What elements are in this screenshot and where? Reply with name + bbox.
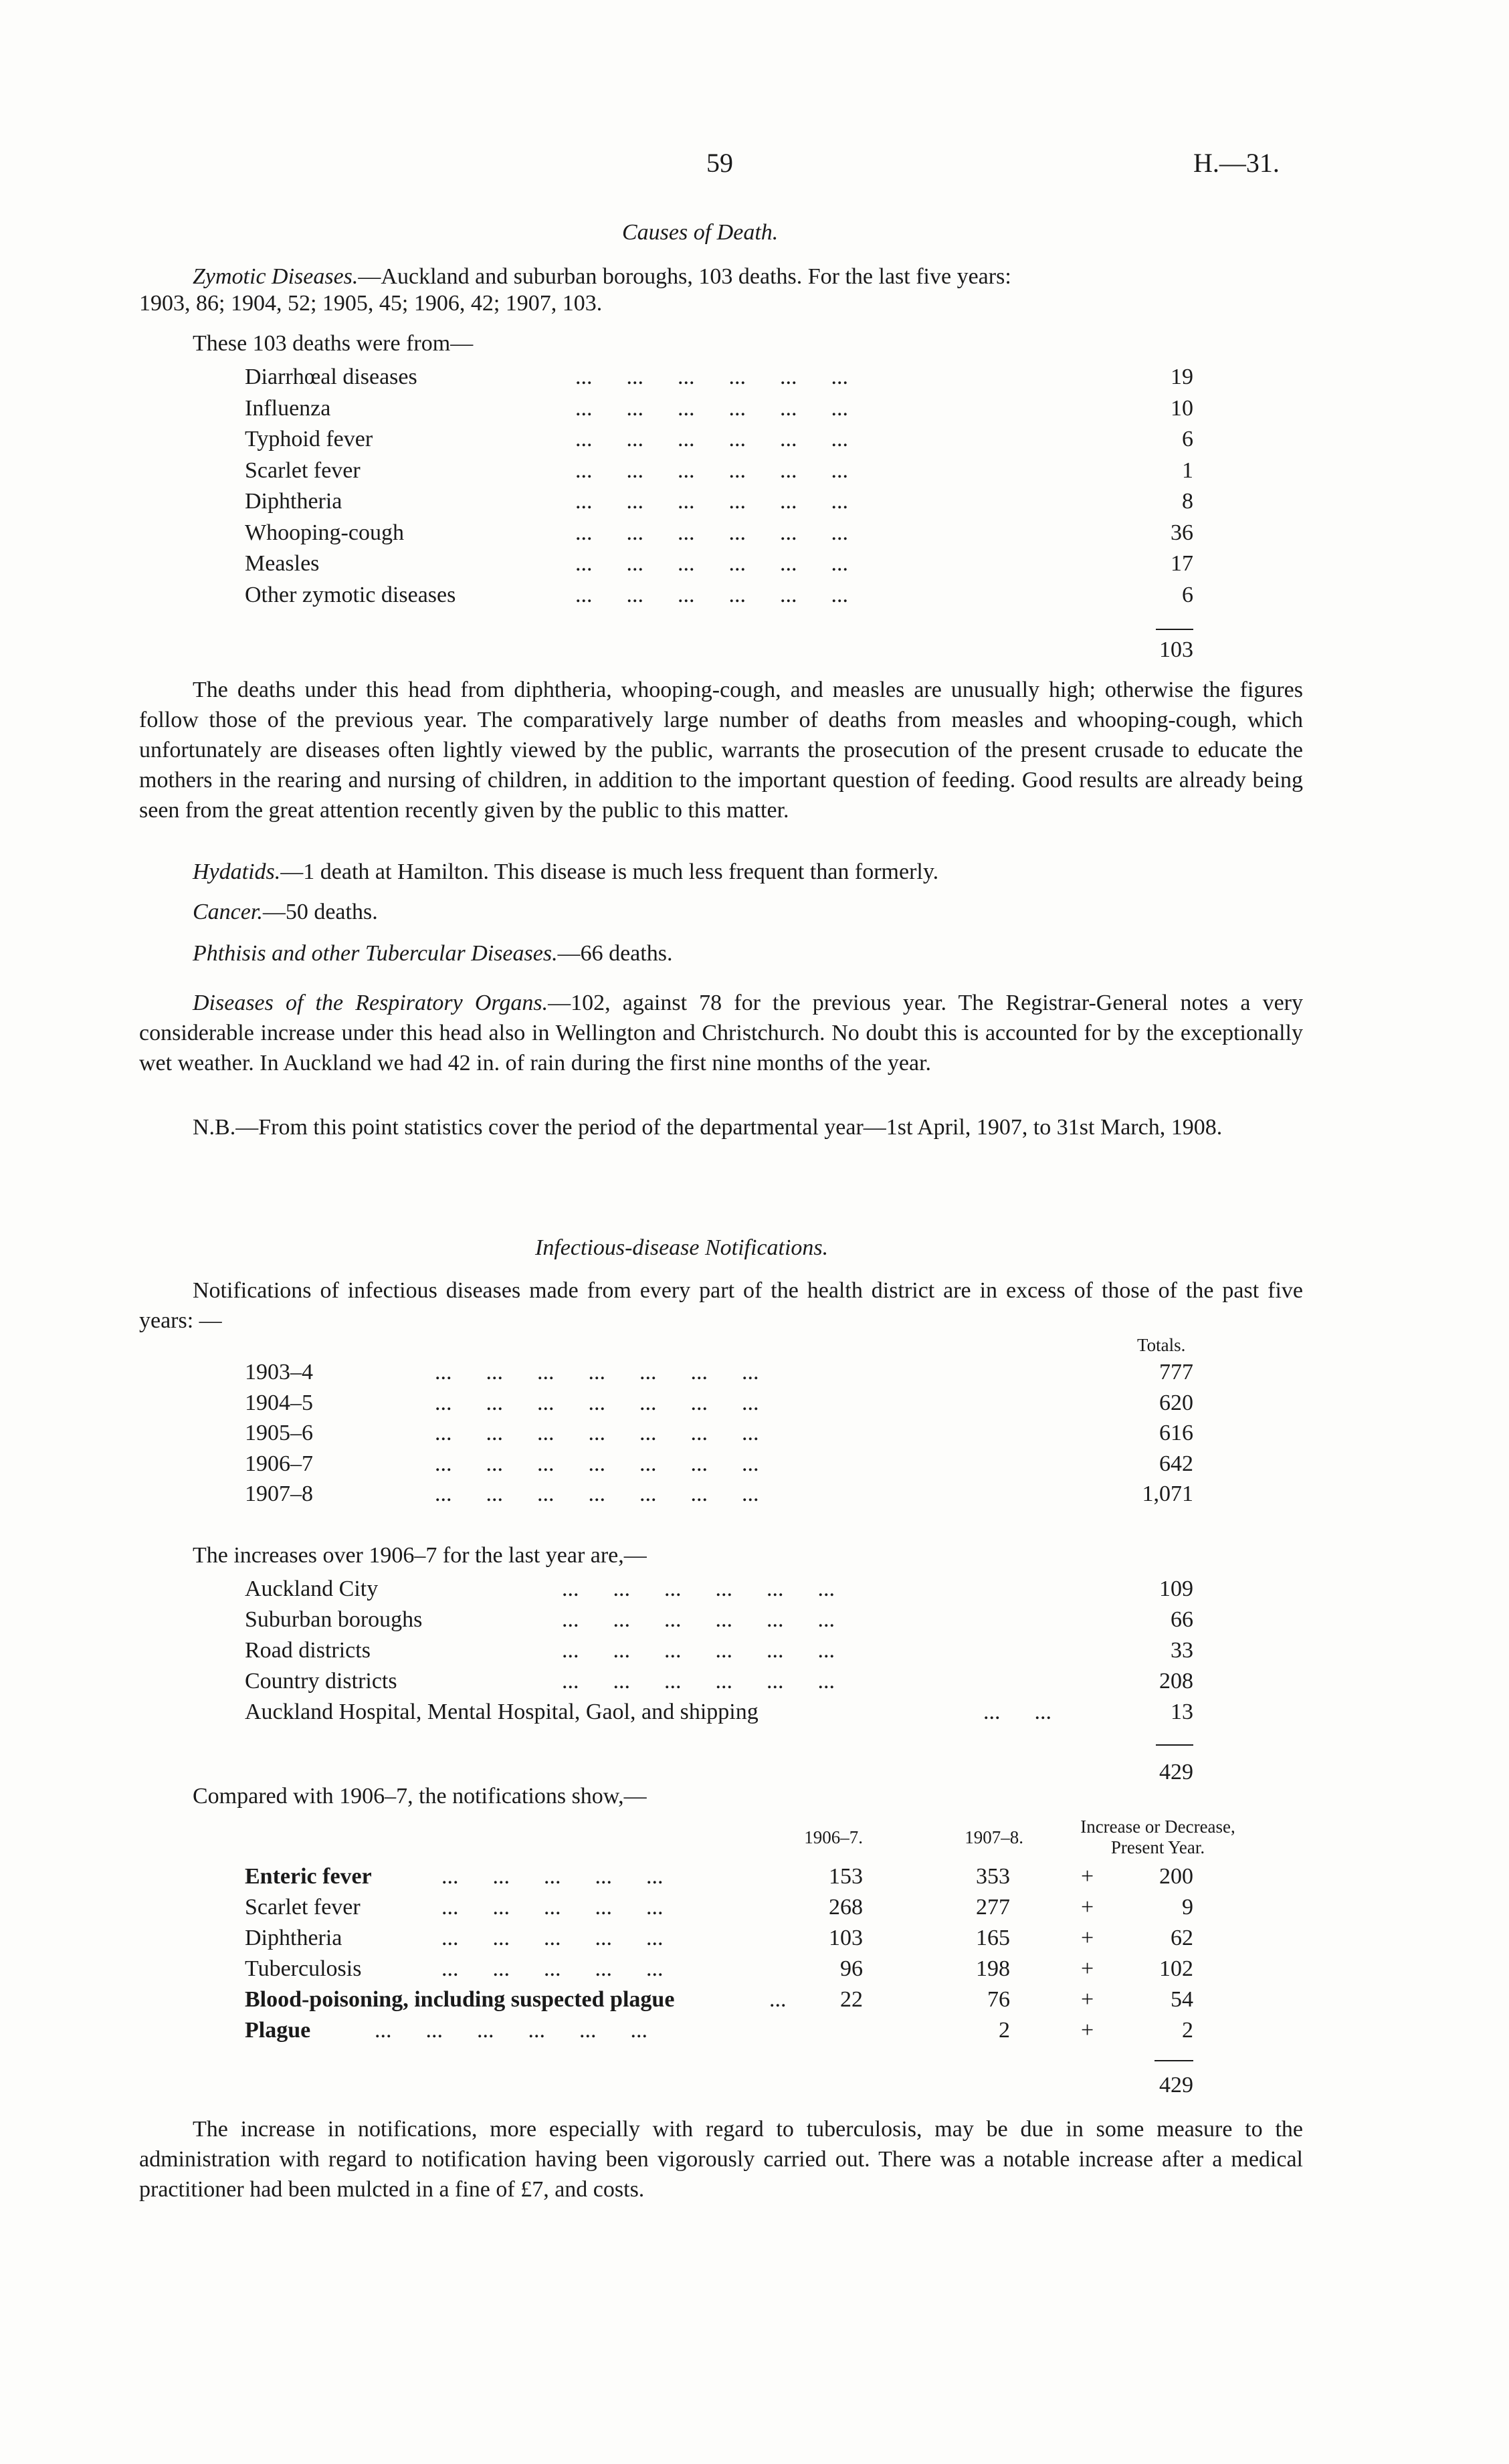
- year-label: 1905–6: [245, 1421, 313, 1445]
- compare-name: Blood-poisoning, including suspected plague: [245, 1987, 675, 2012]
- totals-header: Totals.: [1137, 1335, 1186, 1355]
- compare-1907-8: 277: [976, 1895, 1010, 1920]
- year-label: 1903–4: [245, 1360, 313, 1384]
- leader-dots: ... ... ... ... ... ...: [562, 1576, 835, 1601]
- cause-row-name: Typhoid fever: [245, 427, 373, 451]
- cause-row-value: 19: [1171, 365, 1193, 389]
- leader-dots: ... ... ... ... ... ... ...: [435, 1451, 759, 1476]
- closing-paragraph: The increase in notifications, more especially with regard to tuberculosis, may be due in some measure to the administration with regard to notification having been vigorously carried out. There was a notable increase after a medical practitioner had been mulcted in a fine of £7, and costs.: [139, 2117, 1303, 2202]
- compare-1906-7: 96: [840, 1956, 863, 1981]
- respiratory-paragraph: Diseases of the Respiratory Organs.—102, against 78 for the previous year. The Registrar-General notes a very considerable increase under this head also in Wellington and Christchurch. No doubt this is accounted for by the exceptionally wet weather. In Auckland we had 42 in. of rain during the first nine months of the year.: [139, 991, 1303, 1075]
- increase-value: 109: [1159, 1576, 1193, 1601]
- leader-dots: ... ... ... ... ... ...: [575, 489, 848, 514]
- increases-total: 429: [1159, 1760, 1193, 1784]
- leader-dots: ... ... ... ... ... ...: [575, 582, 848, 607]
- zymotic-line-2: 1903, 86; 1904, 52; 1905, 45; 1906, 42; 1907, 103.: [139, 291, 603, 316]
- leader-dots: ... ... ... ... ... ...: [575, 365, 848, 389]
- infectious-notifications-title: Infectious-disease Notifications.: [535, 1235, 829, 1260]
- compare-1906-7: 268: [829, 1895, 863, 1920]
- compare-sign: +: [1081, 1956, 1094, 1981]
- col-1907-8-header: 1907–8.: [965, 1827, 1023, 1847]
- increase-name: Road districts: [245, 1638, 371, 1663]
- increases-total-rule: [1156, 1744, 1193, 1746]
- page-number: 59: [706, 148, 733, 178]
- leader-dots: ... ... ... ... ... ...: [562, 1638, 835, 1663]
- leader-dots: ... ... ... ... ...: [441, 1956, 664, 1981]
- cause-row-name: Scarlet fever: [245, 457, 361, 483]
- compare-total-rule: [1154, 2060, 1193, 2061]
- leader-dots: ... ... ... ... ...: [441, 1926, 664, 1950]
- compare-diff: 9: [1182, 1895, 1193, 1920]
- col-change-header: Increase or Decrease, Present Year.: [1080, 1817, 1235, 1858]
- compare-sign: +: [1081, 1864, 1094, 1889]
- leader-dots: ...: [769, 1987, 787, 2012]
- compare-1907-8: 198: [976, 1956, 1010, 1981]
- compare-name: Diphtheria: [245, 1926, 342, 1950]
- year-total: 642: [1159, 1451, 1193, 1476]
- compare-sign: +: [1081, 1987, 1094, 2012]
- compare-1907-8: 76: [987, 1987, 1010, 2012]
- compare-1906-7: 103: [829, 1926, 863, 1950]
- causes-of-death-title: Causes of Death.: [622, 220, 779, 245]
- increase-name: Auckland City: [245, 1576, 379, 1601]
- compare-diff: 62: [1171, 1926, 1193, 1950]
- zymotic-text-1: —Auckland and suburban boroughs, 103 deaths. For the last five years:: [358, 264, 1011, 289]
- year-total: 616: [1159, 1421, 1193, 1445]
- leader-dots: ... ... ... ... ... ... ...: [435, 1481, 759, 1506]
- hydatids-line: Hydatids.—1 death at Hamilton. This disease is much less frequent than formerly.: [193, 859, 939, 884]
- cause-row-name: Diphtheria: [245, 489, 342, 514]
- leader-dots: ... ... ... ... ... ...: [575, 395, 848, 421]
- compare-diff: 200: [1159, 1864, 1193, 1889]
- year-total: 620: [1159, 1390, 1193, 1415]
- compare-total: 429: [1159, 2073, 1193, 2097]
- cancer-line: Cancer.—50 deaths.: [193, 900, 378, 924]
- cause-row-value: 10: [1171, 395, 1193, 421]
- increases-intro: The increases over 1906–7 for the last year are,—: [193, 1543, 647, 1568]
- compare-1906-7: 22: [840, 1987, 863, 2012]
- nb-paragraph: N.B.—From this point statistics cover the period of the departmental year—1st April, 1907, to 31st March, 1908.: [193, 1115, 1223, 1140]
- col-1906-7-header: 1906–7.: [804, 1827, 863, 1847]
- cause-row-value: 1: [1182, 457, 1193, 483]
- compare-1907-8: 353: [976, 1864, 1010, 1889]
- cause-row-name: Whooping-cough: [245, 520, 404, 545]
- leader-dots: ... ... ... ... ...: [441, 1895, 664, 1920]
- cause-row-value: 6: [1182, 427, 1193, 451]
- leader-dots: ... ... ... ... ... ...: [575, 457, 848, 483]
- leader-dots: ... ... ... ... ... ...: [575, 520, 848, 545]
- leader-dots: ... ... ... ... ...: [441, 1864, 664, 1889]
- cause-row-value: 6: [1182, 582, 1193, 607]
- compare-sign: +: [1081, 1926, 1094, 1950]
- increase-name: Suburban boroughs: [245, 1607, 423, 1632]
- cause-row-name: Other zymotic diseases: [245, 582, 456, 607]
- causes-total: 103: [1159, 637, 1193, 662]
- compare-diff: 54: [1171, 1987, 1193, 2012]
- year-total: 1,071: [1142, 1481, 1193, 1506]
- compare-diff: 2: [1182, 2018, 1193, 2043]
- compare-name: Enteric fever: [245, 1864, 372, 1889]
- compare-intro: Compared with 1906–7, the notifications show,—: [193, 1784, 647, 1809]
- increase-name: Auckland Hospital, Mental Hospital, Gaol, and shipping: [245, 1700, 759, 1724]
- cause-row-value: 36: [1171, 520, 1193, 545]
- zymotic-line-1: [193, 262, 1011, 292]
- compare-1906-7: 153: [829, 1864, 863, 1889]
- compare-name: Tuberculosis: [245, 1956, 362, 1981]
- compare-sign: +: [1081, 1895, 1094, 1920]
- compare-1907-8: 2: [999, 2018, 1010, 2043]
- compare-diff: 102: [1159, 1956, 1193, 1981]
- leader-dots: ... ...: [983, 1700, 1051, 1724]
- increase-value: 13: [1171, 1700, 1193, 1724]
- leader-dots: ... ... ... ... ... ... ...: [435, 1421, 759, 1445]
- year-label: 1907–8: [245, 1481, 313, 1506]
- leader-dots: ... ... ... ... ... ...: [375, 2018, 647, 2043]
- cause-row-name: Influenza: [245, 395, 331, 421]
- leader-dots: ... ... ... ... ... ... ...: [435, 1390, 759, 1415]
- compare-name: Plague: [245, 2018, 311, 2043]
- increase-value: 66: [1171, 1607, 1193, 1632]
- year-label: 1906–7: [245, 1451, 313, 1476]
- increase-name: Country districts: [245, 1669, 397, 1693]
- leader-dots: ... ... ... ... ... ...: [562, 1607, 835, 1632]
- leader-dots: ... ... ... ... ... ...: [575, 551, 848, 576]
- zymotic-commentary: The deaths under this head from diphtheria, whooping-cough, and measles are unusually high; otherwise the figures follow those of the previous year. The comparatively large number of deaths from measles and whooping-cough, which unfortunately are diseases often lightly viewed by the public, warrants the prosecution of the present crusade to educate the mothers in the rearing and nursing of children, in addition to the important question of feeding. Good results are already being seen from the great attention recently given by the public to this matter.: [139, 678, 1303, 823]
- leader-dots: ... ... ... ... ... ...: [575, 427, 848, 451]
- cause-row-value: 8: [1182, 489, 1193, 514]
- deaths-intro: These 103 deaths were from—: [193, 331, 474, 356]
- causes-total-rule: [1156, 629, 1193, 630]
- zymotic-label: Zymotic Diseases.: [193, 264, 359, 289]
- infectious-intro: Notifications of infectious diseases made from every part of the health district are in excess of those of the past five years: —: [139, 1278, 1303, 1333]
- increase-value: 33: [1171, 1638, 1193, 1663]
- leader-dots: ... ... ... ... ... ...: [562, 1669, 835, 1693]
- year-label: 1904–5: [245, 1390, 313, 1415]
- document-reference: H.—31.: [1193, 148, 1280, 178]
- leader-dots: ... ... ... ... ... ... ...: [435, 1360, 759, 1384]
- phthisis-line: Phthisis and other Tubercular Diseases.—66 deaths.: [193, 941, 673, 966]
- cause-row-name: Diarrhœal diseases: [245, 365, 417, 389]
- compare-1907-8: 165: [976, 1926, 1010, 1950]
- cause-row-value: 17: [1171, 551, 1193, 576]
- compare-name: Scarlet fever: [245, 1895, 361, 1920]
- increase-value: 208: [1159, 1669, 1193, 1693]
- compare-sign: +: [1081, 2018, 1094, 2043]
- year-total: 777: [1159, 1360, 1193, 1384]
- cause-row-name: Measles: [245, 551, 320, 576]
